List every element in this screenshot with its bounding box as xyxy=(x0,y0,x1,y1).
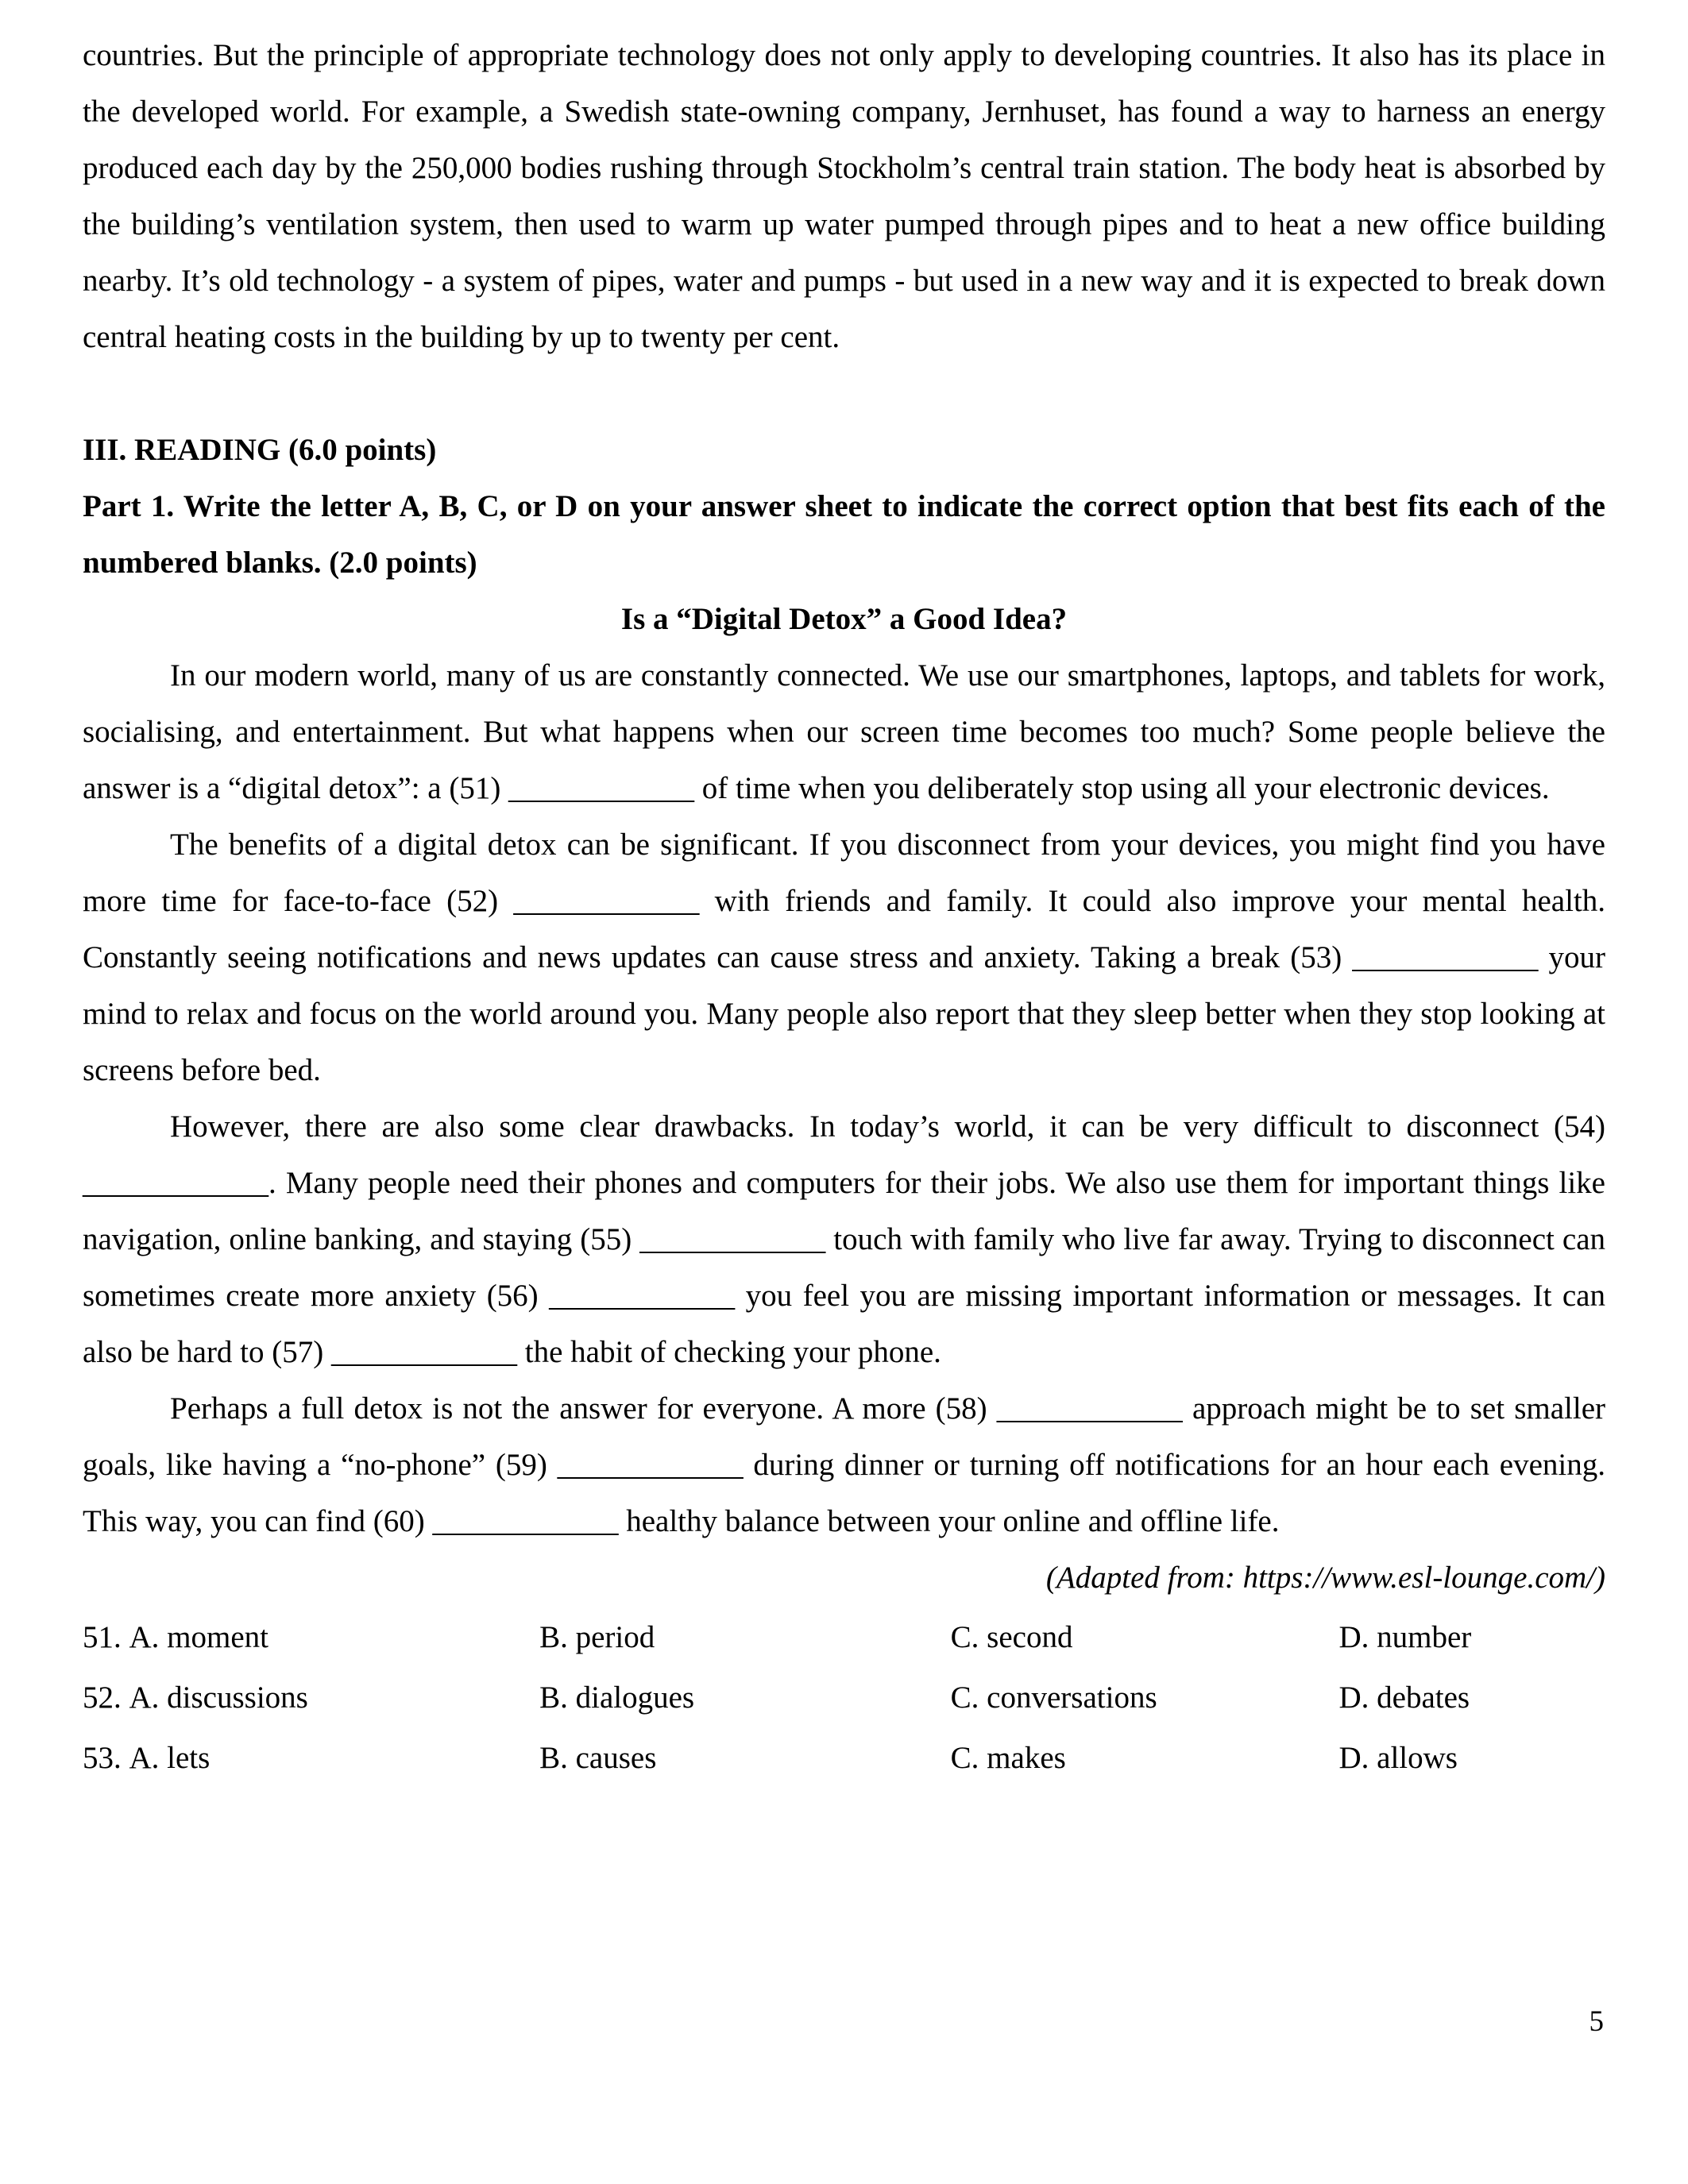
option-a: A. discussions xyxy=(129,1680,308,1715)
option-a: A. lets xyxy=(129,1741,211,1775)
answer-52-d: D. debates xyxy=(1338,1680,1470,1715)
answer-53-c: C. makes xyxy=(950,1741,1066,1775)
page-number: 5 xyxy=(1589,2005,1604,2038)
option-a: A. moment xyxy=(129,1620,268,1654)
question-number: 51. xyxy=(83,1620,122,1654)
answer-row-53 xyxy=(83,1728,1605,1788)
source-attribution: (Adapted from: https://www.esl-lounge.com/) xyxy=(1045,1561,1605,1595)
answer-51-b: B. period xyxy=(539,1620,655,1654)
question-number: 53. xyxy=(83,1741,122,1775)
answer-51-d: D. number xyxy=(1338,1620,1472,1654)
answer-52-c: C. conversations xyxy=(950,1680,1157,1715)
answer-52-b: B. dialogues xyxy=(539,1680,695,1715)
answer-52-a xyxy=(83,1668,539,1728)
passage-paragraph-4: Perhaps a full detox is not the answer for everyone. A more (58) ____________ approach might be to set smaller goals, like having a “no-phone” (59) ____________ during dinner or turning off notifications for an hour each evening. This way, you can find (60) ____________ healthy balance between your online and offline life. xyxy=(83,1391,1605,1538)
intro-paragraph: countries. But the principle of appropriate technology does not only apply to developing countries. It also has its place in the developed world. For example, a Swedish state-owning company, Jernhuset, has found a way to harness an energy produced each day by the 250,000 bodies rushing through Stockholm’s central train station. The body heat is absorbed by the building’s ventilation system, then used to warm up water pumped through pipes and to heat a new office building nearby. It’s old technology - a system of pipes, water and pumps - but used in a new way and it is expected to break down central heating costs in the building by up to twenty per cent. xyxy=(83,38,1605,354)
answer-51-a xyxy=(83,1607,539,1668)
question-number: 52. xyxy=(83,1680,122,1715)
section-heading: III. READING (6.0 points) xyxy=(83,433,437,467)
answer-53-a xyxy=(83,1728,539,1788)
passage-paragraph-1: In our modern world, many of us are constantly connected. We use our smartphones, laptops, and tablets for work, socialising, and entertainment. But what happens when our screen time becomes too much? Some people believe the answer is a “digital detox”: a (51) ____________ of time when you deliberately stop using all your electronic devices. xyxy=(83,658,1605,805)
paragraph-gap xyxy=(83,365,1605,422)
passage-paragraph-3: However, there are also some clear drawbacks. In today’s world, it can be very difficult to disconnect (54) ____________. Many people need their phones and computers for their jobs. We also use them for important things like navigation, online banking, and staying (55) ____________ touch with family who live far away. Trying to disconnect can sometimes create more anxiety (56) ____________ you feel you are missing important information or messages. It can also be hard to (57) ____________ the habit of checking your phone. xyxy=(83,1109,1605,1369)
answer-options-list xyxy=(83,1607,1605,1788)
answer-51-c: C. second xyxy=(950,1620,1073,1654)
answer-53-d: D. allows xyxy=(1338,1741,1458,1775)
answer-53-b: B. causes xyxy=(539,1741,657,1775)
answer-row-51 xyxy=(83,1607,1605,1668)
part1-instructions: Part 1. Write the letter A, B, C, or D on your answer sheet to indicate the correct option that best fits each of the numbered blanks. (2.0 points) xyxy=(83,489,1605,580)
answer-row-52 xyxy=(83,1668,1605,1728)
passage-title: Is a “Digital Detox” a Good Idea? xyxy=(620,602,1068,636)
passage-paragraph-2: The benefits of a digital detox can be significant. If you disconnect from your devices, you might find you have more time for face-to-face (52) ____________ with friends and family. It could also improve your mental health. Constantly seeing notifications and news updates can cause stress and anxiety. Taking a break (53) ____________ your mind to relax and focus on the world around you. Many people also report that they sleep better when they stop looking at screens before bed. xyxy=(83,828,1605,1087)
